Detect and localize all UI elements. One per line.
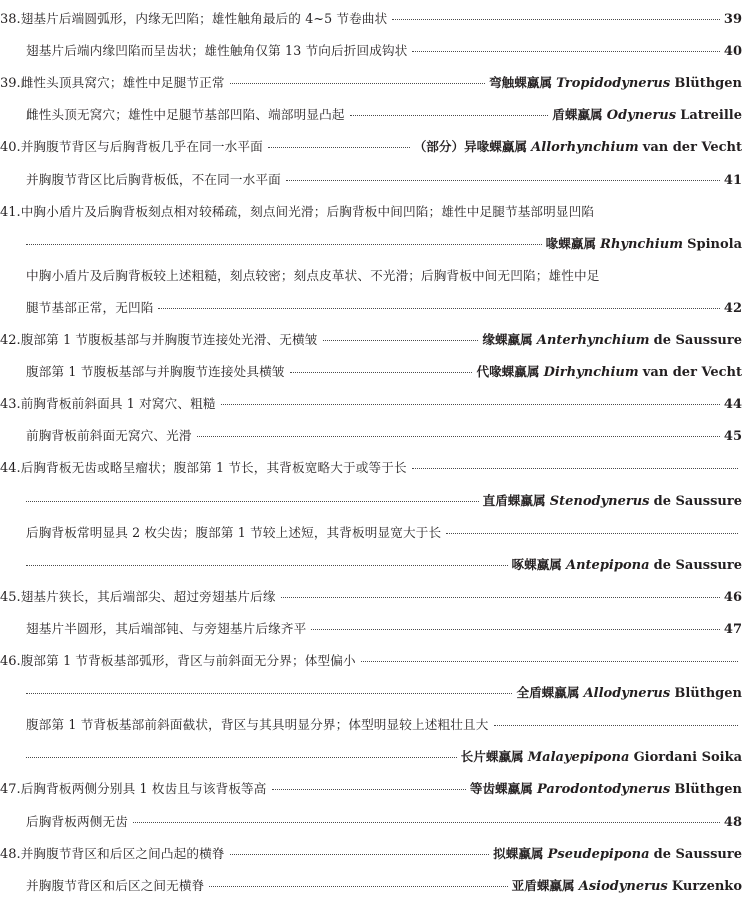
genus-chinese-name: （部分）异喙蜾蠃属 [413,139,528,155]
couplet-text: 并胸腹节背区与后胸背板几乎在同一水平面 [20,139,263,155]
key-line [26,550,742,580]
couplet-number: 48. [0,846,21,862]
genus-result [546,229,742,260]
genus-author: Blüthgen [674,76,742,92]
genus-chinese-name: 盾蜾蠃属 [552,107,603,123]
key-line [0,132,742,162]
couplet-reference: 46 [723,589,742,605]
key-line [0,453,742,483]
couplet-number: 40. [0,140,21,156]
genus-result [461,742,742,773]
couplet-text: 腹部第 1 节腹板基部与并胸腹节连接处具横皱 [26,364,285,380]
couplet-text: 腹部第 1 节背板基部前斜面截状，背区与其具明显分界；体型明显较上述粗壮且大 [26,717,489,733]
couplet-number: 42. [0,333,21,348]
genus-latin-name: Anterhynchium [536,333,650,348]
dot-leader [446,533,738,534]
key-line [26,261,742,291]
dot-leader [26,244,542,245]
dot-leader [197,436,720,437]
couplet-text: 翅基片后端圆弧形，内缘无凹陷；雄性触角最后的 4~5 节卷曲状 [20,11,388,26]
dot-leader [392,19,720,20]
genus-result [516,678,742,709]
couplet-text: 并胸腹节背区和后区之间无横脊 [26,877,205,893]
genus-author: Spinola [687,236,742,252]
couplet-text: 并胸腹节背区和后区之间凸起的横脊 [20,845,225,861]
couplet-text: 后胸背板两侧无齿 [26,813,128,829]
couplet-text: 翅基片狭长，其后端部尖、超过旁翅基片后缘 [20,588,276,604]
couplet-reference: 44 [723,397,742,413]
key-line [26,678,742,708]
couplet-text: 雌性头顶无窝穴；雄性中足腿节基部凹陷、端部明显凸起 [26,107,345,123]
genus-latin-name: Pseudepipona [547,846,650,862]
key-line [0,325,742,355]
genus-author: de Saussure [653,333,742,348]
couplet-text: 腹部第 1 节腹板基部与并胸腹节连接处光滑、无横皱 [20,332,318,347]
couplet-text: 中胸小盾片及后胸背板刻点相对较稀疏，刻点间光滑；后胸背板中间凹陷；雄性中足腿节基部明显凹陷 [20,203,595,219]
couplet-text: 翅基片后端内缘凹陷而呈齿状；雄性触角仅第 13 节向后折回成钩状 [26,43,408,59]
key-line [0,4,742,34]
dot-leader [268,147,410,148]
dot-leader [209,886,507,887]
key-line [26,518,742,548]
key-line [26,486,742,516]
couplet-text: 雌性头顶具窝穴；雄性中足腿节正常 [20,75,225,91]
genus-chinese-name: 缘蜾蠃属 [482,332,533,347]
couplet-text: 并胸腹节背区比后胸背板低，不在同一水平面 [26,171,281,187]
dot-leader [286,180,720,181]
genus-result [476,357,742,388]
genus-result [470,774,742,805]
couplet-reference: 39 [723,12,742,27]
couplet-reference: 40 [723,44,742,60]
genus-author: Blüthgen [674,686,742,702]
dot-leader [158,308,719,309]
key-line [26,165,742,195]
couplet-text: 腿节基部正常，无凹陷 [26,299,154,315]
dot-leader [272,789,466,790]
key-line [0,197,742,227]
genus-chinese-name: 全盾蜾蠃属 [516,685,580,701]
genus-author: Giordani Soika [633,750,742,766]
couplet-text: 腹部第 1 节背板基部弧形，背区与前斜面无分界；体型偏小 [20,653,356,668]
dot-leader [281,597,720,598]
genus-result [414,132,742,163]
dot-leader [412,51,719,52]
key-line [26,357,742,387]
genus-latin-name: Dirhynchium [543,365,639,381]
dot-leader [290,372,473,373]
couplet-reference: 41 [723,172,742,188]
couplet-number: 45. [0,589,21,605]
dot-leader [26,757,457,758]
genus-chinese-name: 代喙蜾蠃属 [476,364,540,380]
couplet-number: 41. [0,204,21,220]
genus-latin-name: Malayepipona [527,750,630,766]
couplet-number: 47. [0,782,21,798]
key-line [0,839,742,869]
couplet-text: 后胸背板两侧分别具 1 枚齿且与该背板等高 [20,781,267,797]
couplet-text: 中胸小盾片及后胸背板较上述粗糙，刻点较密；刻点皮革状、不光滑；后胸背板中间无凹陷；雄性中足 [26,267,600,283]
couplet-number: 38. [0,12,21,27]
genus-result [552,100,742,131]
genus-author: de Saussure [653,557,742,573]
genus-author: Kurzenko [671,878,742,894]
genus-author: Latreille [680,108,742,124]
couplet-reference: 47 [723,621,742,637]
genus-chinese-name: 弯触蜾蠃属 [489,75,553,91]
dot-leader [26,565,508,566]
key-line [26,293,742,323]
genus-chinese-name: 拟蜾蠃属 [493,845,544,861]
genus-chinese-name: 等齿蜾蠃属 [469,781,533,797]
genus-author: de Saussure [653,846,742,862]
key-line [0,646,742,676]
couplet-text: 翅基片半圆形，其后端部钝、与旁翅基片后缘齐平 [26,620,307,636]
genus-result [483,486,742,517]
dot-leader [26,501,479,502]
genus-latin-name: Asiodynerus [578,878,668,894]
couplet-text: 前胸背板前斜面无窝穴、光滑 [26,428,192,444]
dot-leader [230,83,485,84]
key-line [0,68,742,98]
genus-result [489,68,742,99]
genus-result [482,325,742,356]
genus-chinese-name: 啄蜾蠃属 [511,556,562,572]
dot-leader [221,404,720,405]
genus-chinese-name: 长片蜾蠃属 [460,749,524,765]
couplet-reference: 45 [723,429,742,445]
genus-author: Blüthgen [674,782,742,798]
couplet-reference: 42 [723,300,742,316]
genus-latin-name: Stenodynerus [549,493,650,509]
dot-leader [26,693,512,694]
dot-leader [311,629,720,630]
key-line [26,614,742,644]
dot-leader [412,468,738,469]
key-line [0,389,742,419]
genus-latin-name: Rhynchium [600,236,683,252]
genus-author: van der Vecht [642,365,742,381]
dot-leader [133,822,720,823]
genus-chinese-name: 亚盾蜾蠃属 [511,877,575,893]
genus-latin-name: Antepipona [566,557,650,573]
genus-author: de Saussure [653,493,742,509]
genus-author: van der Vecht [642,140,742,156]
key-line [26,229,742,259]
key-line [26,36,742,66]
dot-leader [350,115,549,116]
key-line [26,807,742,837]
key-line [26,421,742,451]
couplet-number: 46. [0,654,21,669]
genus-result [493,839,742,870]
couplet-reference: 48 [723,814,742,830]
key-line [26,742,742,772]
key-line [26,710,742,740]
genus-chinese-name: 直盾蜾蠃属 [482,492,546,508]
genus-latin-name: Odynerus [606,108,677,124]
key-line [26,100,742,130]
genus-result [512,871,742,902]
couplet-text: 后胸背板无齿或略呈瘤状；腹部第 1 节长，其背板宽略大于或等于长 [20,460,407,476]
dot-leader [494,725,739,726]
couplet-number: 44. [0,461,21,477]
genus-latin-name: Allodynerus [583,686,671,702]
couplet-number: 43. [0,397,21,413]
genus-latin-name: Parodontodynerus [536,782,671,798]
couplet-text: 前胸背板前斜面具 1 对窝穴、粗糙 [20,396,216,412]
dot-leader [361,661,738,662]
genus-chinese-name: 喙蜾蠃属 [545,235,597,251]
genus-result [512,550,743,581]
key-line [0,582,742,612]
dot-leader [230,854,490,855]
genus-latin-name: Tropidodynerus [556,76,671,92]
key-line [26,871,742,901]
genus-latin-name: Allorhynchium [531,140,639,156]
key-line [0,774,742,804]
couplet-text: 后胸背板常明显具 2 枚尖齿；腹部第 1 节较上述短，其背板明显宽大于长 [26,524,442,540]
dot-leader [323,340,479,341]
couplet-number: 39. [0,76,21,92]
